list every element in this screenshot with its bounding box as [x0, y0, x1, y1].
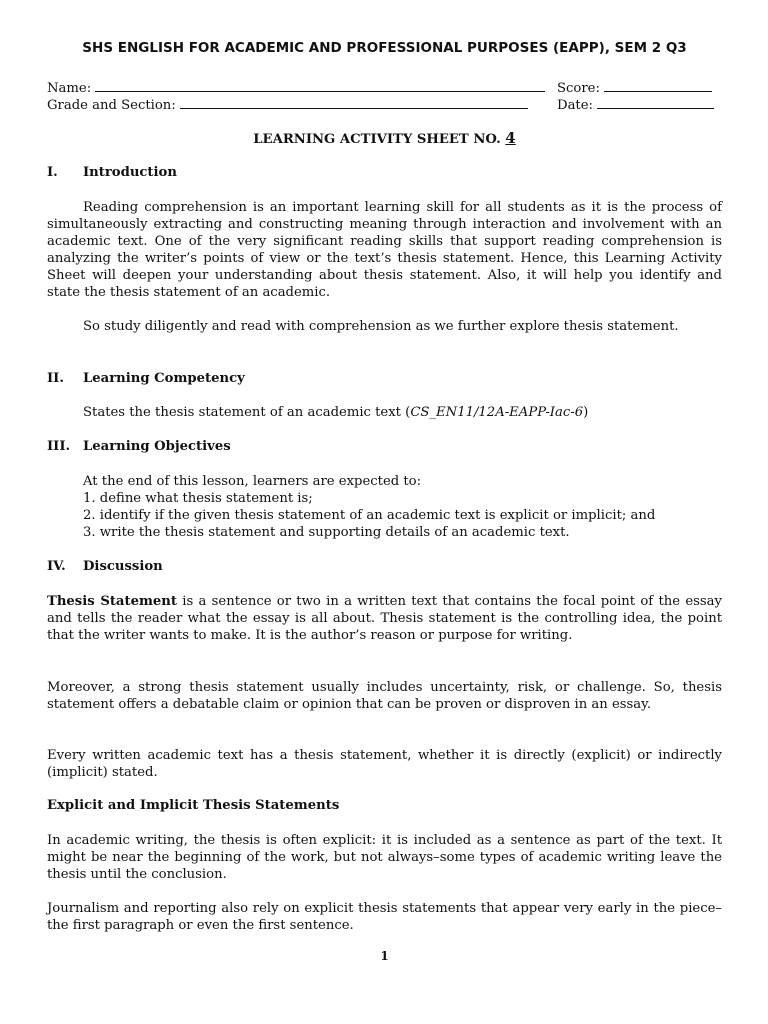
score-line	[604, 79, 712, 92]
score-field[interactable]	[557, 79, 712, 97]
objective-item: 2. identify if the given thesis statement of an academic text is explicit or implicit; and	[83, 508, 656, 523]
score-label: Score:	[557, 81, 600, 96]
discussion-paragraph-2: Moreover, a strong thesis statement usually includes uncertainty, risk, or challenge. So, thesis statement offers a debatable claim or opinion that can be proven or disproven in an essay.	[47, 680, 722, 712]
name-field[interactable]	[47, 79, 545, 97]
grade-section-field[interactable]	[47, 96, 528, 114]
sheet-title: LEARNING ACTIVITY SHEET NO. 4	[253, 129, 516, 147]
name-line	[95, 79, 545, 92]
objective-item: 1. define what thesis statement is;	[83, 491, 313, 506]
objectives-lead: At the end of this lesson, learners are expected to:	[83, 474, 422, 489]
competency-code: CS_EN11/12A-EAPP-Iac-6	[410, 405, 584, 420]
grade-section-label: Grade and Section:	[47, 98, 176, 113]
section-objectives-heading: III. Learning Objectives	[47, 439, 231, 454]
sheet-number: 4	[505, 129, 516, 147]
intro-paragraph-1: Reading comprehension is an important learning skill for all students as it is the process of simultaneously extracting and constructing meaning through interaction and involvement with an academic text. One of the very significant reading skills that support reading comprehension is analyzing the writer’s points of view or the text’s thesis statement. Hence, this Learning Activity Sheet will deepen your understanding about thesis statement. Also, it will help you identify and state the thesis statement of an academic.	[47, 200, 722, 300]
date-line	[597, 96, 714, 109]
section-competency-heading: II. Learning Competency	[47, 371, 245, 386]
section-discussion-heading: IV. Discussion	[47, 559, 163, 574]
section-introduction-heading: I. Introduction	[47, 165, 177, 180]
document-page	[47, 0, 722, 1024]
discussion-paragraph-3: Every written academic text has a thesis statement, whether it is directly (explicit) or indirectly (implicit) stated.	[47, 748, 722, 780]
document-header: SHS ENGLISH FOR ACADEMIC AND PROFESSIONAL PURPOSES (EAPP), SEM 2 Q3	[82, 40, 687, 56]
intro-paragraph-2: So study diligently and read with comprehension as we further explore thesis statement.	[83, 319, 679, 334]
thesis-statement-term: Thesis Statement	[47, 594, 177, 609]
discussion-paragraph-5: Journalism and reporting also rely on explicit thesis statements that appear very early in the piece–the first paragraph or even the first sentence.	[47, 901, 722, 933]
discussion-paragraph-4: In academic writing, the thesis is often explicit: it is included as a sentence as part of the text. It might be near the beginning of the work, but not always–some types of academic writing leave the thesis until the conclusion.	[47, 833, 722, 882]
name-label: Name:	[47, 81, 92, 96]
grade-section-line	[180, 96, 528, 109]
date-field[interactable]	[557, 96, 714, 114]
objective-item: 3. write the thesis statement and supporting details of an academic text.	[83, 525, 570, 540]
discussion-paragraph-1: Thesis Statement is a sentence or two in a written text that contains the focal point of the essay and tells the reader what the essay is all about. Thesis statement is the controlling idea, the point that the writer wants to make. It is the author’s reason or purpose for writing.	[47, 594, 722, 643]
date-label: Date:	[557, 98, 593, 113]
page-number: 1	[380, 949, 389, 963]
competency-text: States the thesis statement of an academic text (CS_EN11/12A-EAPP-Iac-6)	[83, 405, 589, 420]
explicit-implicit-subheading: Explicit and Implicit Thesis Statements	[47, 798, 340, 813]
